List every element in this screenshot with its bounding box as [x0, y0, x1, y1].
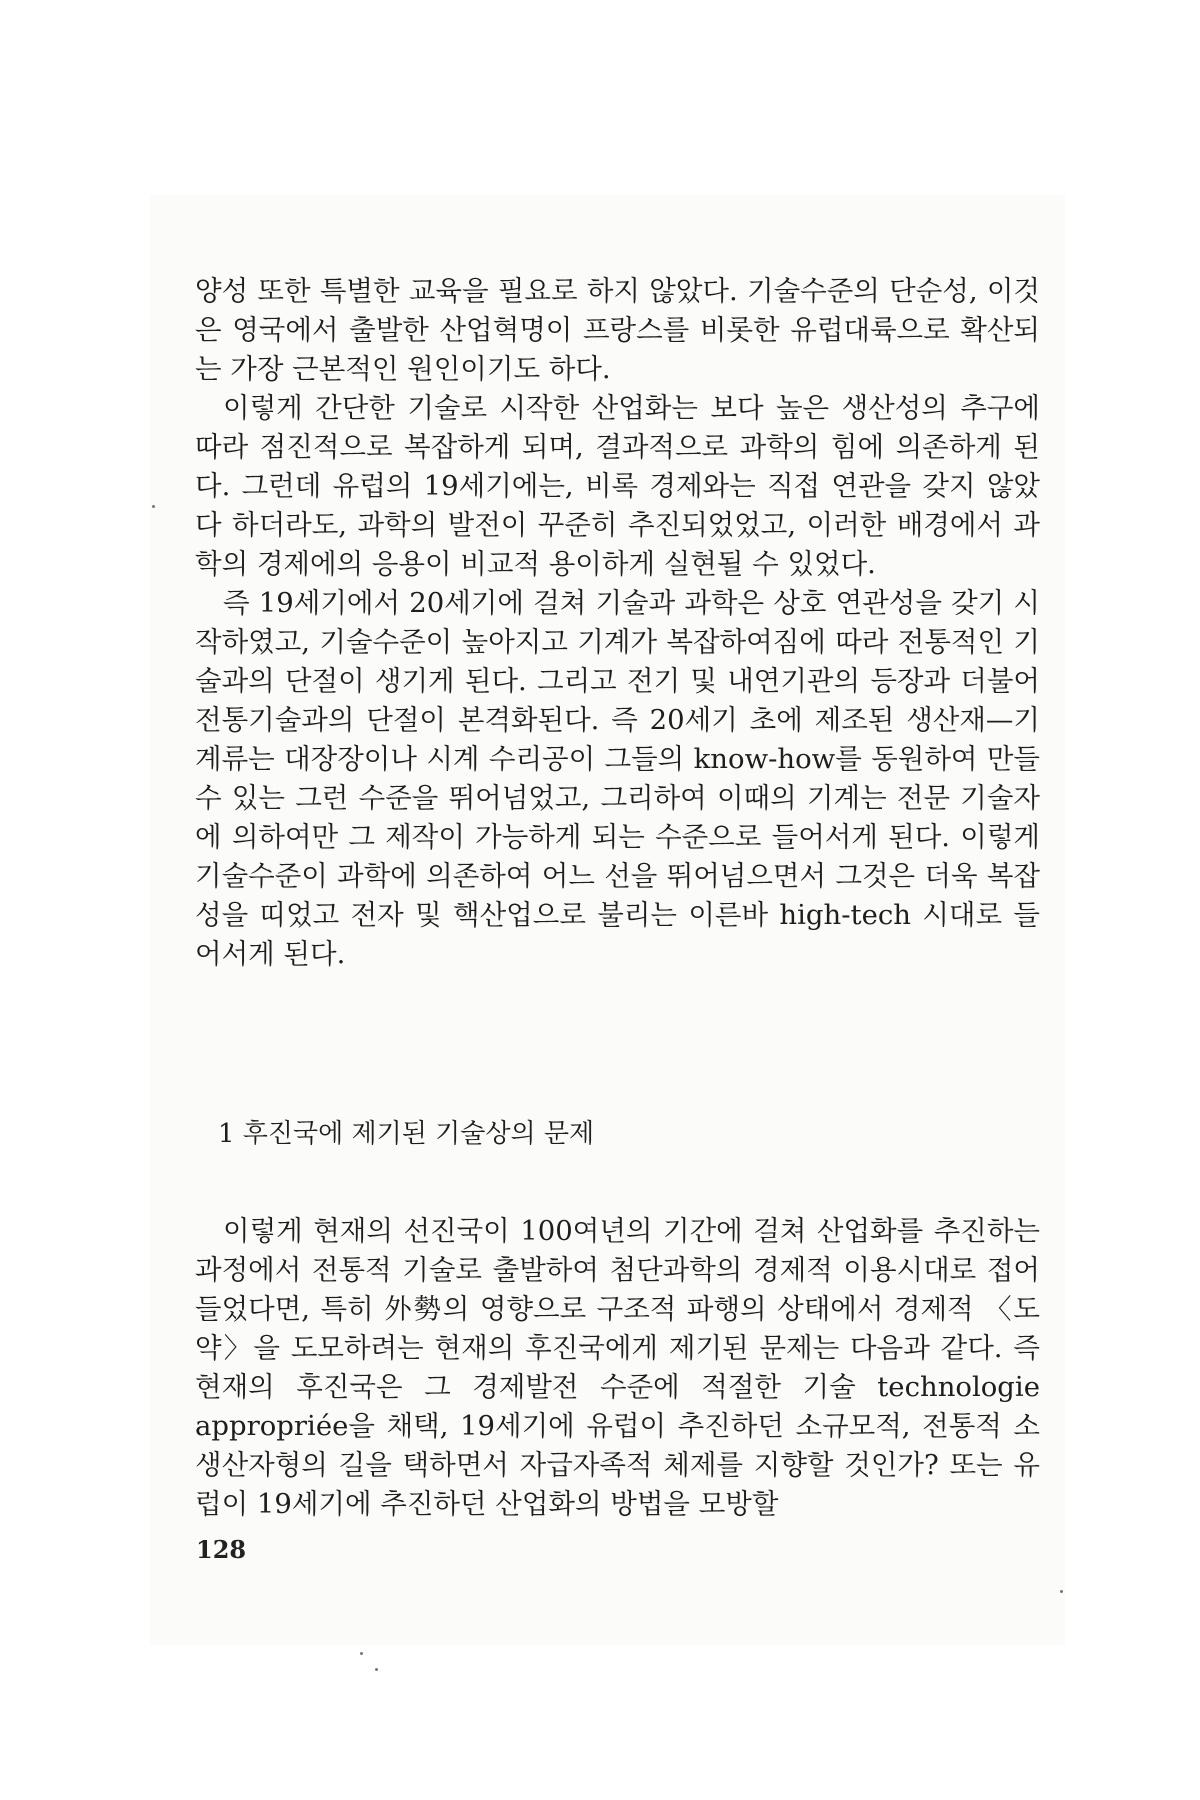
scan-speck	[152, 505, 155, 508]
paragraph: 이렇게 현재의 선진국이 100여년의 기간에 걸쳐 산업화를 추진하는 과정에서 전통적 기술로 출발하여 첨단과학의 경제적 이용시대로 접어들었다면, 특히 外勢의 영향으로 구조적 파행의 상태에서 경제적 〈도약〉을 도모하려는 현재의 후진국에게 제기된 문제는 다음과 같다. 즉 현재의 후진국은 그 경제발전 수준에 적절한 기술 technologie appropriée을 채택, 19세기에 유럽이 추진하던 소규모적, 전통적 소생산자형의 길을 택하면서 자급자족적 체제를 지향할 것인가? 또는 유럽이 19세기에 추진하던 산업화의 방법을 모방할	[195, 1215, 1040, 1520]
page-number: 128	[196, 1535, 247, 1564]
scan-speck	[360, 1652, 363, 1655]
section-heading: 1 후진국에 제기된 기술상의 문제	[218, 1119, 595, 1149]
paragraph: 양성 또한 특별한 교육을 필요로 하지 않았다. 기술수준의 단순성, 이것은 영국에서 출발한 산업혁명이 프랑스를 비롯한 유럽대륙으로 확산되는 가장 근본적인 원인이기도 하다.	[195, 275, 1040, 385]
paragraph: 이렇게 간단한 기술로 시작한 산업화는 보다 높은 생산성의 추구에 따라 점진적으로 복잡하게 되며, 결과적으로 과학의 힘에 의존하게 된다. 그런데 유럽의 19세기에는, 비록 경제와는 직접 연관을 갖지 않았다 하더라도, 과학의 발전이 꾸준히 추진되었었고, 이러한 배경에서 과학의 경제에의 응용이 비교적 용이하게 실현될 수 있었다.	[195, 392, 1040, 580]
body-text-top	[195, 272, 1040, 974]
scan-speck	[375, 1668, 378, 1671]
paragraph: 즉 19세기에서 20세기에 걸쳐 기술과 과학은 상호 연관성을 갖기 시작하였고, 기술수준이 높아지고 기계가 복잡하여짐에 따라 전통적인 기술과의 단절이 생기게 된다. 그리고 전기 및 내연기관의 등장과 더불어 전통기술과의 단절이 본격화된다. 즉 20세기 초에 제조된 생산재—기계류는 대장장이나 시계 수리공이 그들의 know-how를 동원하여 만들 수 있는 그런 수준을 뛰어넘었고, 그리하여 이때의 기계는 전문 기술자에 의하여만 그 제작이 가능하게 되는 수준으로 들어서게 된다. 이렇게 기술수준이 과학에 의존하여 어느 선을 뛰어넘으면서 그것은 더욱 복잡성을 띠었고 전자 및 핵산업으로 불리는 이른바 high-tech 시대로 들어서게 된다.	[195, 587, 1040, 970]
scan-speck	[1060, 1590, 1063, 1593]
body-text-bottom	[195, 1212, 1040, 1524]
